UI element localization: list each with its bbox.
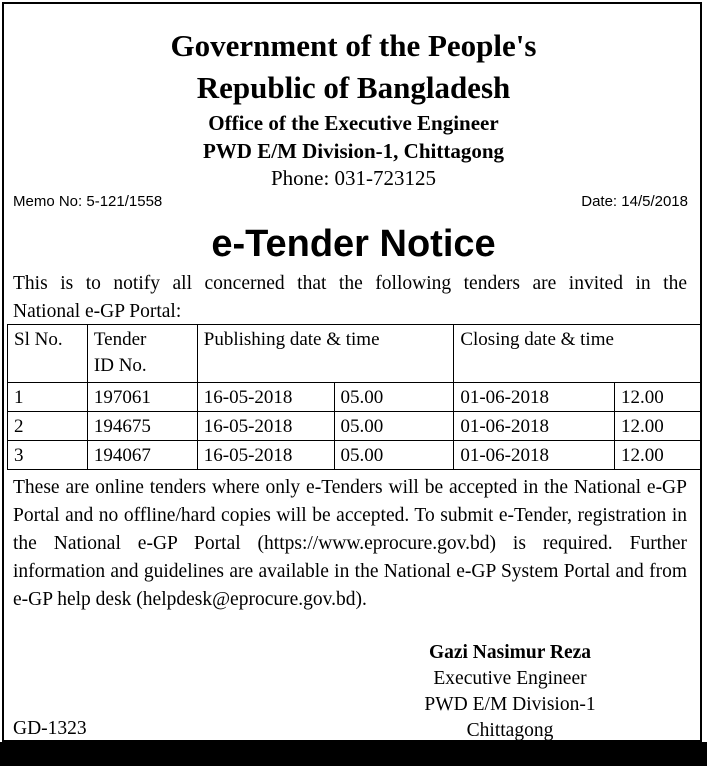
header-tender-id-line1: Tender (93, 329, 147, 350)
header-tender-id (87, 325, 197, 383)
intro-line-1: This is to notify all concerned that the following tenders are invited in the (13, 273, 687, 294)
cell-tender-id: 194675 (87, 412, 197, 441)
gd-number: GD-1323 (13, 718, 87, 739)
cell-sl: 1 (8, 383, 88, 412)
header-tender-id-line2: ID No. (93, 355, 147, 376)
intro-line-2: National e-GP Portal: (13, 301, 182, 322)
table-row (8, 412, 701, 441)
table-header-row (8, 325, 701, 383)
notice-title: e-Tender Notice (211, 223, 496, 265)
cell-sl: 3 (8, 441, 88, 470)
cell-pub-date: 16-05-2018 (197, 412, 334, 441)
cell-close-date: 01-06-2018 (454, 441, 615, 470)
phone-number: Phone: 031-723125 (270, 166, 437, 190)
signatory-name: Gazi Nasimur Reza (428, 642, 592, 663)
cell-pub-time: 05.00 (334, 412, 454, 441)
header-sl-no: Sl No. (8, 325, 88, 383)
body-text: These are online tenders where only e-Tenders will be accepted in the National e-GP Portal and no offline/hard copies will be accepted. To submit e-Tender, registration in the National e-GP Portal (https://www.eprocure.gov.bd) is required. Further information and guidelines are available in the National e-GP System Portal and from e-GP help desk (helpdesk@eprocure.gov.bd). (13, 477, 687, 610)
table-row (8, 441, 701, 470)
cell-tender-id: 194067 (87, 441, 197, 470)
cell-close-time: 12.00 (615, 383, 701, 412)
cell-pub-time: 05.00 (334, 441, 454, 470)
cell-pub-time: 05.00 (334, 383, 454, 412)
cell-pub-date: 16-05-2018 (197, 441, 334, 470)
cell-close-time: 12.00 (615, 412, 701, 441)
header-closing: Closing date & time (454, 325, 701, 383)
bottom-black-bar (0, 742, 707, 766)
cell-close-date: 01-06-2018 (454, 412, 615, 441)
cell-close-time: 12.00 (615, 441, 701, 470)
govt-heading-line1: Government of the People's (170, 28, 537, 63)
signatory-designation: Executive Engineer (433, 668, 587, 689)
cell-tender-id: 197061 (87, 383, 197, 412)
notice-date: Date: 14/5/2018 (581, 193, 688, 210)
office-name: Office of the Executive Engineer (208, 111, 499, 135)
table-row (8, 383, 701, 412)
signatory-division: PWD E/M Division-1 (424, 694, 596, 715)
govt-heading-line2: Republic of Bangladesh (196, 70, 511, 105)
cell-pub-date: 16-05-2018 (197, 383, 334, 412)
cell-close-date: 01-06-2018 (454, 383, 615, 412)
tender-table (7, 324, 701, 470)
memo-number: Memo No: 5-121/1558 (13, 193, 163, 210)
cell-sl: 2 (8, 412, 88, 441)
header-publishing: Publishing date & time (197, 325, 454, 383)
signatory-city: Chittagong (466, 720, 554, 741)
division-name: PWD E/M Division-1, Chittagong (202, 139, 504, 163)
